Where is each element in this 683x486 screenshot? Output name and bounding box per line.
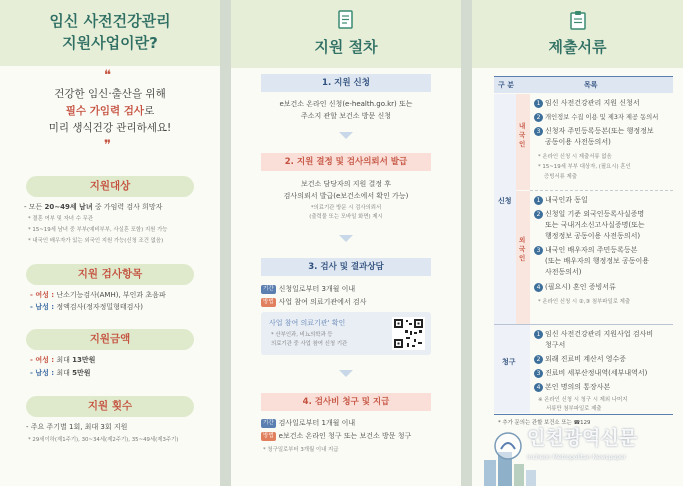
amount-male-value: 5만원 [72, 369, 91, 377]
period-tag: 기간 [263, 419, 274, 426]
step4-method [261, 431, 411, 442]
target-main-pre: - 모든 [24, 203, 45, 211]
target-age: 20~49세 남녀 [44, 203, 93, 211]
clinic-info-box [261, 312, 431, 355]
flow-arrow [339, 370, 353, 377]
flow-arrow [339, 235, 353, 242]
list-item [534, 245, 637, 256]
amount-male-pre: 최대 [54, 369, 73, 377]
quote-open-icon: ❝ [104, 68, 111, 83]
clinic-line2: 의료기관 중 사업 참여 신청 기관 [271, 341, 348, 347]
foreign-note: * 온라인 신청 시 ②,③ 첨부파일로 제출 [538, 299, 631, 305]
items-male [30, 302, 143, 313]
newspaper-watermark [489, 423, 679, 473]
row-domestic-label: 내국인 [519, 122, 526, 148]
item-number: 3 [534, 369, 543, 378]
qr-code-icon[interactable] [392, 317, 425, 350]
count-main: - 주요 주기별 1회, 최대 3회 지원 [26, 423, 128, 431]
item-text-cont: 청구서 [545, 341, 566, 349]
target-main [24, 202, 162, 213]
section-title-amount: 지원금액 [26, 329, 194, 350]
method-tag: 방법 [263, 432, 274, 439]
panel-gutter [220, 0, 231, 486]
list-item [534, 329, 653, 340]
female-value: 난소기능검사(AMH), 부인과 초음파 [54, 291, 166, 299]
step3-period-value: 신청일로부터 3개월 이내 [278, 285, 356, 293]
item-text-cont: 사전동의서) [545, 268, 582, 276]
list-item [534, 126, 654, 137]
item-text: 임신 사전건강관리 지원 신청서 [545, 99, 640, 107]
step4-method-value: e보건소 온라인 청구 또는 보건소 방문 청구 [278, 432, 412, 440]
panel-header [231, 0, 461, 68]
step2-title: 2. 지원 결정 및 검사의뢰서 발급 [261, 153, 431, 171]
row-domestic-cell [516, 94, 530, 190]
item-number: 1 [534, 330, 543, 339]
method-tag: 방법 [263, 298, 274, 305]
amount-female-label: - 여성 : [30, 356, 55, 364]
list-item [534, 98, 640, 109]
row-apply-cell [494, 94, 516, 324]
panel-title: 지원 절차 [314, 38, 378, 56]
male-value: 정액검사(정자정밀형태검사) [54, 303, 143, 311]
step2-note2: (출력물 또는 모바일 화면) 제시 [309, 214, 383, 220]
step3-method-value: 사업 참여 의료기관에서 검사 [278, 298, 367, 306]
row-apply-label: 신청 [498, 197, 512, 205]
section-title-items: 지원 검사항목 [26, 264, 194, 285]
item-text-cont: (또는 배우자의 행정정보 공동이용 [545, 257, 650, 265]
female-label: - 여성 : [30, 291, 55, 299]
target-main-post: 중 가임력 검사 희망자 [92, 203, 163, 211]
row-foreign-label: 외국인 [519, 236, 526, 262]
item-number: 1 [534, 99, 543, 108]
step3-method [261, 297, 366, 308]
item-number: 4 [534, 383, 543, 392]
claim-note-1: ※ 온라인 신청 시 청구 시 제외 나머지 [538, 397, 628, 403]
item-text: 본인 명의의 통장사본 [545, 383, 611, 391]
section-title-target: 지원대상 [26, 176, 194, 197]
list-item [534, 195, 588, 206]
item-text-cont: 공동이용 사전동의서) [545, 138, 611, 146]
step4-note: * 청구일로부터 3개월 이내 지급 [263, 447, 339, 453]
step4-period [261, 418, 355, 429]
clinic-line1: * 산부인과, 비뇨의학과 등 [271, 332, 333, 338]
divider [530, 190, 673, 191]
section-title-count: 지원 횟수 [26, 396, 194, 417]
panel-title-line1: 임신 사전건강관리 [49, 12, 171, 30]
divider [494, 324, 673, 325]
item-text: 진료비 세부산정내역(세부내역서) [545, 369, 648, 377]
panel-title: 제출서류 [548, 38, 607, 56]
panel-header [0, 0, 220, 66]
item-text: 임신 사전건강관리 지원사업 검사비 [545, 330, 654, 338]
items-female [30, 290, 166, 301]
step3-period [261, 284, 355, 295]
item-number: 1 [534, 196, 543, 205]
intro-line3: 미리 생식건강 관리하세요! [48, 122, 172, 134]
panel-title-line2: 지원사업이란? [62, 34, 158, 52]
step2-note1: *의료기관 방문 시 검사의뢰서 [310, 205, 382, 211]
item-text-cont: 행정정보 공동이용 사전동의서) [545, 232, 641, 240]
amount-female-value: 13만원 [72, 356, 96, 364]
domestic-note-2: * 15~19세 부부 대상자, (필요시) 혼인 [538, 164, 631, 170]
period-tag: 기간 [263, 285, 274, 292]
document-list-icon [337, 10, 355, 30]
count-note: * 29세이하(제1주기), 30~34세(제2주기), 35~49세(제3주기) [28, 437, 179, 443]
item-text: 내국인과 동일 [545, 196, 588, 204]
step4-title: 4. 검사비 청구 및 지급 [261, 393, 431, 411]
target-note-2: * 15~19세 남녀 중 부부(예비부부, 사실혼 포함) 지원 가능 [28, 227, 168, 233]
row-foreign-cell [516, 191, 530, 324]
step1-title: 1. 지원 신청 [261, 74, 431, 92]
domestic-note-3: 증빙서류 제출 [544, 174, 577, 180]
item-text: 신청자 주민등록등본(또는 행정정보 [545, 127, 654, 135]
item-number: 2 [534, 113, 543, 122]
item-number: 3 [534, 246, 543, 255]
panel-gutter [461, 0, 472, 486]
item-number: 3 [534, 127, 543, 136]
footer-note: * 추가 문의는 관할 보건소 또는 ☎129 [498, 420, 591, 426]
item-number: 2 [534, 210, 543, 219]
table-bottom-border [494, 414, 673, 415]
row-claim-label: 청구 [502, 358, 516, 366]
list-item [534, 354, 626, 365]
intro-line2 [0, 104, 220, 118]
step3-title: 3. 검사 및 결과상담 [261, 258, 431, 276]
clipboard-icon [569, 10, 587, 30]
step2-line1: 보건소 담당자의 지원 결정 후 [300, 180, 392, 188]
col-group: 구 분 [498, 81, 514, 89]
claim-note-2: 서류만 첨부파일로 제출 [546, 406, 602, 412]
amount-female-pre: 최대 [54, 356, 73, 364]
step4-period-value: 검사일로부터 1개월 이내 [278, 419, 356, 427]
row-claim-cell [494, 325, 530, 413]
item-text: 외래 진료비 계산서 영수증 [545, 355, 627, 363]
amount-male-label: - 남성 : [30, 369, 55, 377]
list-item [534, 282, 616, 293]
intro-line1: 건강한 임신·출산을 위해 [54, 88, 166, 100]
flow-arrow [339, 132, 353, 139]
panel-header [472, 0, 683, 68]
male-label: - 남성 : [30, 303, 55, 311]
step1-line1: e보건소 온라인 신청(e-health.go.kr) 또는 [279, 100, 413, 108]
watermark-subtitle: Incheon Metropolitan Newspaper [527, 454, 627, 461]
item-number: 4 [534, 283, 543, 292]
intro-accent: 필수 가임력 검사 [65, 105, 145, 117]
clinic-title: 사업 참여 의료기관' 확인 [269, 319, 346, 327]
table-header [494, 76, 673, 93]
col-items: 목록 [584, 81, 598, 89]
newspaper-logo-icon [493, 431, 523, 461]
target-note-1: * 결혼 여부 및 자녀 수 무관 [28, 216, 94, 222]
intro-rest: 로 [144, 105, 155, 117]
amount-female [30, 355, 95, 366]
panel-documents [472, 0, 683, 486]
list-item [534, 368, 647, 379]
panel-procedure [231, 0, 461, 486]
item-text: 내국인 배우자의 주민등록등본 [545, 246, 638, 254]
list-item [534, 112, 658, 123]
item-text: 신청일 기준 외국인등록사실증명 [545, 210, 645, 218]
watermark-name: 인천광역신문 [527, 427, 638, 449]
quote-close-icon: ❞ [104, 138, 111, 153]
list-item [534, 209, 644, 220]
item-text: 개인정보 수집 이용 및 제3자 제공 동의서 [545, 114, 659, 121]
step1-line2: 주소지 관할 보건소 방문 신청 [300, 112, 392, 120]
target-note-3: * 내국인 배우자가 있는 외국인 지원 가능(신청 조건 없음) [28, 238, 164, 244]
item-text-cont: 또는 국내거소신고사실증명(또는 [545, 221, 645, 229]
panel-about [0, 0, 220, 486]
item-number: 2 [534, 355, 543, 364]
step2-line2: 검사의뢰서 발급(e보건소에서 확인 가능) [283, 192, 409, 200]
domestic-note-1: * 온라인 신청 시 제출서류 없음 [538, 154, 612, 160]
item-text: (필요시) 혼인 증빙서류 [545, 283, 616, 291]
amount-male [30, 368, 91, 379]
list-item [534, 382, 610, 393]
